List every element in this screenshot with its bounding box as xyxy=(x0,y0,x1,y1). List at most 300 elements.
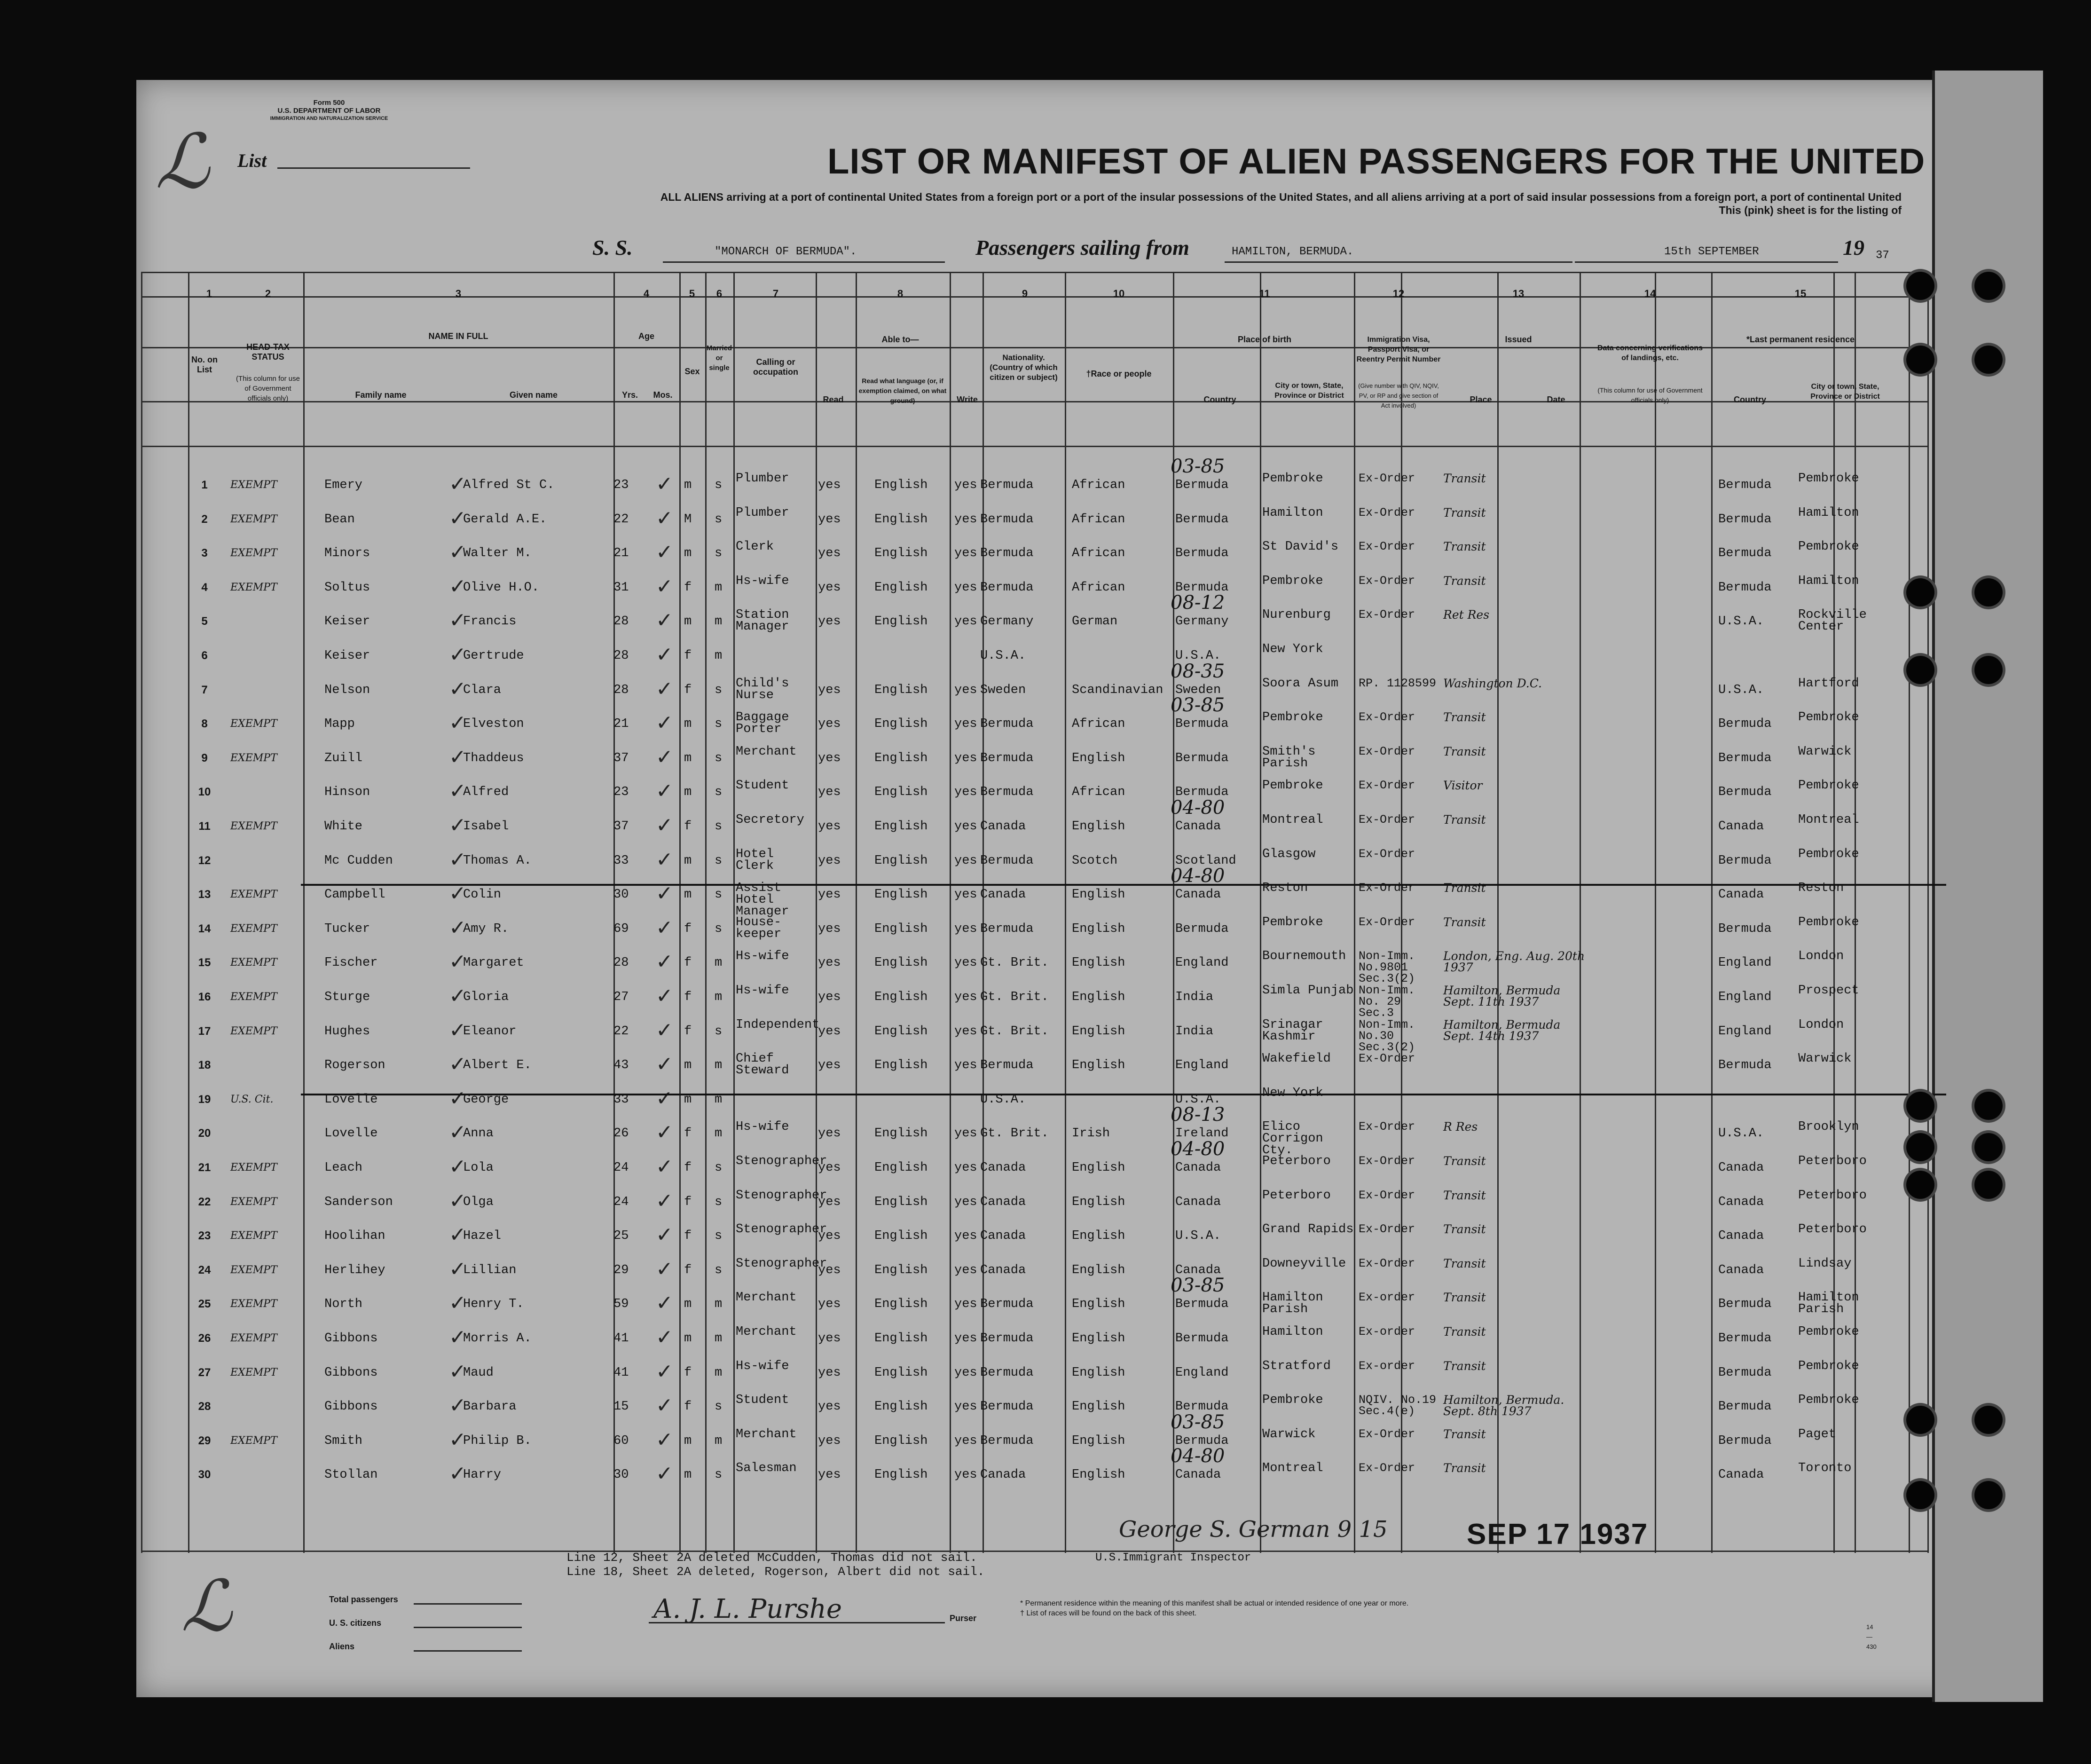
residence-country: Bermuda xyxy=(1718,1400,1772,1414)
sex: f xyxy=(684,1126,692,1141)
birth-country: England xyxy=(1175,1365,1229,1380)
race: African xyxy=(1072,717,1125,732)
read-language: English xyxy=(874,921,928,936)
occupation: Merchant xyxy=(736,1325,797,1339)
residence-country: Bermuda xyxy=(1718,853,1772,868)
family-name: Tucker xyxy=(324,921,370,936)
can-write: yes xyxy=(954,888,977,902)
birth-country: Ireland xyxy=(1175,1126,1229,1141)
birth-country: Sweden xyxy=(1175,683,1221,697)
form-label xyxy=(235,99,423,123)
read-language: English xyxy=(874,956,928,970)
marital-status: s xyxy=(715,1161,723,1175)
race: English xyxy=(1072,1365,1125,1380)
line-number: 16 xyxy=(198,991,211,1003)
can-read: yes xyxy=(818,512,841,527)
race: African xyxy=(1072,785,1125,800)
family-name: Fischer xyxy=(324,956,378,970)
residence-country: Canada xyxy=(1718,1195,1764,1209)
nationality: Bermuda xyxy=(980,1058,1034,1073)
nationality: Germany xyxy=(980,614,1034,629)
header-verifications: Data concerning verifications of landings, etc. xyxy=(1597,344,1703,362)
check-mark-name: ✓ xyxy=(449,472,466,496)
residence-country: Canada xyxy=(1718,1161,1764,1175)
birth-city: Pembroke xyxy=(1262,1393,1323,1408)
instruction-line-1: ALL ALIENS arriving at a port of continental United States from a foreign port or a port of the insular possessions of the United States, and all aliens arriving at a port of said insular possessions from a foreign port, a port of continental United xyxy=(660,191,1902,203)
handwritten-code: 03-85 xyxy=(1171,456,1225,477)
nationality: Bermuda xyxy=(980,546,1034,561)
can-write: yes xyxy=(954,751,977,765)
can-write: yes xyxy=(954,819,977,834)
birth-country: Bermuda xyxy=(1175,1297,1229,1312)
binding-hole xyxy=(1906,1406,1934,1434)
residence-city: Pembroke xyxy=(1798,472,1859,486)
binding-hole xyxy=(1974,578,2003,606)
can-write: yes xyxy=(954,785,977,800)
sex: m xyxy=(684,1331,692,1346)
binding-hole xyxy=(1906,656,1934,684)
marital-status: m xyxy=(715,1365,723,1380)
nationality: Bermuda xyxy=(980,478,1034,492)
sex: f xyxy=(684,1365,692,1380)
visa-number: Ex-Order xyxy=(1359,1256,1415,1270)
nationality: Canada xyxy=(980,1468,1026,1482)
occupation: Baggage Porter xyxy=(736,710,789,737)
can-write: yes xyxy=(954,1161,977,1175)
can-read: yes xyxy=(818,1400,841,1414)
line-number: 12 xyxy=(198,854,211,867)
residence-city: Pembroke xyxy=(1798,1359,1859,1373)
read-language: English xyxy=(874,1433,928,1448)
age-years: 41 xyxy=(613,1365,629,1380)
header-yrs: Yrs. xyxy=(621,390,638,400)
residence-country: Bermuda xyxy=(1718,512,1772,527)
nationality: Canada xyxy=(980,1161,1026,1175)
can-write: yes xyxy=(954,717,977,732)
birth-city: Montreal xyxy=(1262,1461,1323,1476)
age-years: 21 xyxy=(613,546,629,561)
instruction-line-2: This (pink) sheet is for the listing of xyxy=(1719,204,1902,216)
can-write: yes xyxy=(954,1263,977,1277)
visa-number: Ex-Order xyxy=(1359,505,1415,520)
can-write: yes xyxy=(954,1126,977,1141)
header-given-name: Given name xyxy=(509,390,558,400)
read-language: English xyxy=(874,1126,928,1141)
given-name: Alfred St C. xyxy=(463,478,555,492)
birth-country: Bermuda xyxy=(1175,546,1229,561)
header-mos: Mos. xyxy=(653,390,673,400)
occupation: Stenographer xyxy=(736,1256,827,1271)
age-years: 28 xyxy=(613,683,629,697)
occupation: Hs-wife xyxy=(736,949,789,964)
residence-city: Pembroke xyxy=(1798,847,1859,861)
nationality: Bermuda xyxy=(980,751,1034,765)
visa-number: NQIV. No.19 Sec.4(e) xyxy=(1359,1393,1437,1418)
header-nationality: Nationality. (Country of which citizen or subject) xyxy=(990,353,1058,382)
race: African xyxy=(1072,478,1125,492)
read-language: English xyxy=(874,1400,928,1414)
given-name: Harry xyxy=(463,1468,502,1482)
residence-country: Canada xyxy=(1718,1229,1764,1244)
given-name: Colin xyxy=(463,888,502,902)
occupation: Merchant xyxy=(736,1427,797,1441)
family-name: Mc Cudden xyxy=(324,853,393,868)
form-code: 14—430 xyxy=(1866,1623,1877,1650)
visa-number: RP. 1128599 xyxy=(1359,676,1437,690)
marital-status: s xyxy=(715,683,723,697)
occupation: Assist Hotel Manager xyxy=(736,881,789,919)
footnote-residence: * Permanent residence within the meaning of this manifest shall be actual or intended residence of one year or more. xyxy=(1020,1599,1409,1607)
read-language: English xyxy=(874,512,928,527)
residence-city: Montreal xyxy=(1798,813,1859,827)
marital-status: s xyxy=(715,546,723,561)
head-tax-status: EXEMPT xyxy=(230,889,277,901)
sex: m xyxy=(684,1468,692,1482)
check-mark-name: ✓ xyxy=(449,1427,466,1452)
marital-status: s xyxy=(715,1263,723,1277)
visa-number: Ex-Order xyxy=(1359,915,1415,929)
line-number: 23 xyxy=(198,1229,211,1243)
birth-city: Smith's Parish xyxy=(1262,744,1316,771)
can-read: yes xyxy=(818,819,841,834)
column-number: 14 xyxy=(1644,288,1656,299)
occupation: Stenographer xyxy=(736,1188,827,1203)
marital-status: s xyxy=(715,785,723,800)
residence-city: Warwick xyxy=(1798,744,1852,759)
birth-city: Nurenburg xyxy=(1262,608,1331,622)
can-write: yes xyxy=(954,853,977,868)
race: English xyxy=(1072,1297,1125,1312)
head-tax-status: EXEMPT xyxy=(230,922,277,935)
occupation: Merchant xyxy=(736,1291,797,1305)
binding-hole xyxy=(1906,1481,1934,1509)
column-number: 6 xyxy=(716,288,723,299)
check-mark-name: ✓ xyxy=(449,1462,466,1486)
issued-place: Transit xyxy=(1443,915,1486,929)
family-name: Hoolihan xyxy=(324,1229,385,1244)
nationality: Gt. Brit. xyxy=(980,956,1049,970)
age-years: 29 xyxy=(613,1263,629,1277)
sex: m xyxy=(684,1297,692,1312)
nationality: U.S.A. xyxy=(980,1092,1026,1107)
read-language: English xyxy=(874,1263,928,1277)
binding-hole xyxy=(1974,272,2003,300)
given-name: Eleanor xyxy=(463,1024,517,1039)
line-number: 5 xyxy=(201,615,208,628)
birth-city: Wakefield xyxy=(1262,1052,1331,1066)
issued-place: Hamilton, Bermuda Sept. 11th 1937 xyxy=(1443,984,1561,1008)
visa-number: Ex-order xyxy=(1359,1291,1415,1305)
handwritten-code: 04-80 xyxy=(1171,865,1225,887)
check-mark-age: ✓ xyxy=(656,1257,673,1281)
occupation: House-keeper xyxy=(736,915,782,941)
birth-city: New York xyxy=(1262,642,1323,656)
grid-line-vertical xyxy=(1354,272,1355,1553)
visa-number: Ex-Order xyxy=(1359,1222,1415,1236)
head-tax-status: EXEMPT xyxy=(230,1332,277,1344)
race: African xyxy=(1072,546,1125,561)
family-name: Herlihey xyxy=(324,1263,385,1277)
read-language: English xyxy=(874,990,928,1004)
check-mark-name: ✓ xyxy=(449,1120,466,1145)
line-number: 3 xyxy=(201,547,208,560)
race: English xyxy=(1072,990,1125,1004)
handwritten-code: 03-85 xyxy=(1171,1275,1225,1297)
line-number: 4 xyxy=(201,581,208,594)
race: Scotch xyxy=(1072,853,1118,868)
nationality: Bermuda xyxy=(980,785,1034,800)
instructions xyxy=(491,190,1902,217)
binding-hole xyxy=(1974,656,2003,684)
read-language: English xyxy=(874,580,928,595)
header-name-in-full: NAME IN FULL xyxy=(428,331,488,341)
issued-place: Transit xyxy=(1443,881,1486,895)
sex: M xyxy=(684,512,692,527)
sex: m xyxy=(684,785,692,800)
residence-city: Peterboro xyxy=(1798,1188,1867,1203)
check-mark-age: ✓ xyxy=(656,472,673,496)
visa-number: Non-Imm. No.9801 Sec.3(2) xyxy=(1359,949,1415,986)
residence-city: Hamilton xyxy=(1798,574,1859,588)
family-name: Zuill xyxy=(324,751,363,765)
can-write: yes xyxy=(954,1058,977,1073)
birth-city: Pembroke xyxy=(1262,710,1323,725)
line-number: 11 xyxy=(198,820,211,833)
family-name: Leach xyxy=(324,1161,363,1175)
visa-number: Ex-Order xyxy=(1359,813,1415,827)
port-name: HAMILTON, BERMUDA. xyxy=(1232,245,1354,258)
handwritten-code: 03-85 xyxy=(1171,1411,1225,1433)
check-mark-age: ✓ xyxy=(656,1018,673,1042)
visa-number: Ex-Order xyxy=(1359,881,1415,895)
can-read: yes xyxy=(818,751,841,765)
birth-country: Canada xyxy=(1175,1161,1221,1175)
check-mark-name: ✓ xyxy=(449,1325,466,1349)
sailing-date: 15th SEPTEMBER xyxy=(1664,245,1759,258)
column-number: 15 xyxy=(1794,288,1807,299)
can-write: yes xyxy=(954,956,977,970)
line-number: 26 xyxy=(198,1332,211,1345)
binding-hole xyxy=(1906,1171,1934,1199)
head-tax-status: EXEMPT xyxy=(230,752,277,764)
occupation: Secretory xyxy=(736,813,804,827)
check-mark-name: ✓ xyxy=(449,677,466,701)
birth-city: Simla Punjab xyxy=(1262,984,1354,998)
marital-status: s xyxy=(715,819,723,834)
family-name: Stollan xyxy=(324,1468,378,1482)
check-mark-age: ✓ xyxy=(656,711,673,735)
grid-line-vertical xyxy=(613,272,615,1553)
birth-country: Canada xyxy=(1175,1263,1221,1277)
can-write: yes xyxy=(954,1195,977,1209)
birth-country: U.S.A. xyxy=(1175,1092,1221,1107)
check-mark-name: ✓ xyxy=(449,540,466,565)
birth-city: Peterboro xyxy=(1262,1188,1331,1203)
birth-city: Stratford xyxy=(1262,1359,1331,1373)
residence-city: Pembroke xyxy=(1798,710,1859,725)
can-write: yes xyxy=(954,1468,977,1482)
check-mark-age: ✓ xyxy=(656,1291,673,1315)
residence-country: Bermuda xyxy=(1718,717,1772,732)
age-years: 69 xyxy=(613,921,629,936)
birth-country: Bermuda xyxy=(1175,580,1229,595)
age-years: 28 xyxy=(613,614,629,629)
issued-place: Transit xyxy=(1443,710,1486,724)
birth-city: Elico Corrigon Cty. xyxy=(1262,1120,1323,1158)
nationality: Canada xyxy=(980,1229,1026,1244)
birth-city: Reston xyxy=(1262,881,1308,896)
check-mark-name: ✓ xyxy=(449,608,466,633)
marital-status: s xyxy=(715,1195,723,1209)
check-mark-age: ✓ xyxy=(656,677,673,701)
can-read: yes xyxy=(818,853,841,868)
given-name: Thaddeus xyxy=(463,751,524,765)
sex: f xyxy=(684,649,692,663)
line-number: 21 xyxy=(198,1161,211,1174)
residence-country: Bermuda xyxy=(1718,1297,1772,1312)
race: English xyxy=(1072,888,1125,902)
can-read: yes xyxy=(818,1297,841,1312)
birth-country: Bermuda xyxy=(1175,1433,1229,1448)
visa-number: Ex-Order xyxy=(1359,744,1415,758)
check-mark-age: ✓ xyxy=(656,915,673,940)
residence-country: England xyxy=(1718,956,1772,970)
page-title: LIST OR MANIFEST OF ALIEN PASSENGERS FOR THE UNITED xyxy=(827,142,1926,181)
head-tax-status: EXEMPT xyxy=(230,957,277,969)
birth-country: Germany xyxy=(1175,614,1229,629)
race: English xyxy=(1072,751,1125,765)
binding-hole xyxy=(1906,1092,1934,1120)
residence-country: Bermuda xyxy=(1718,580,1772,595)
check-mark-name: ✓ xyxy=(449,1359,466,1384)
family-name: Nelson xyxy=(324,683,370,697)
can-write: yes xyxy=(954,990,977,1004)
issued-place: Transit xyxy=(1443,505,1486,520)
check-mark-name: ✓ xyxy=(449,643,466,667)
marital-status: m xyxy=(715,956,723,970)
header-issued-date: Date xyxy=(1547,395,1565,404)
sex: m xyxy=(684,888,692,902)
line-number: 25 xyxy=(198,1298,211,1311)
family-name: Emery xyxy=(324,478,363,492)
header-birth-city: City or town, State, Province or District xyxy=(1274,382,1344,400)
sex: m xyxy=(684,478,692,492)
can-write: yes xyxy=(954,512,977,527)
column-number: 9 xyxy=(1022,288,1028,299)
given-name: Barbara xyxy=(463,1400,517,1414)
issued-place: Transit xyxy=(1443,472,1486,485)
sex: m xyxy=(684,1058,692,1073)
given-name: Philip B. xyxy=(463,1433,532,1448)
can-write: yes xyxy=(954,1229,977,1244)
race: English xyxy=(1072,819,1125,834)
check-mark-age: ✓ xyxy=(656,1394,673,1418)
nationality: U.S.A. xyxy=(980,649,1026,663)
residence-country: U.S.A. xyxy=(1718,1126,1764,1141)
residence-city: Lindsay xyxy=(1798,1256,1852,1271)
line-number: 24 xyxy=(198,1263,211,1276)
vessel-line xyxy=(564,235,1951,268)
us-citizens-label: U. S. citizens xyxy=(329,1618,382,1628)
birth-city: Hamilton Parish xyxy=(1262,1291,1323,1317)
binding-hole xyxy=(1974,1406,2003,1434)
given-name: Lola xyxy=(463,1161,494,1175)
birth-country: Scotland xyxy=(1175,853,1236,868)
visa-number: Ex-Order xyxy=(1359,608,1415,622)
family-name: Gibbons xyxy=(324,1331,378,1346)
sex: m xyxy=(684,546,692,561)
ship-name: "MONARCH OF BERMUDA". xyxy=(715,245,857,258)
head-tax-status: EXEMPT xyxy=(230,718,277,730)
sex: f xyxy=(684,1024,692,1039)
residence-city: London xyxy=(1798,1017,1844,1032)
check-mark-age: ✓ xyxy=(656,540,673,565)
family-name: North xyxy=(324,1297,363,1312)
form-number: Form 500 xyxy=(313,99,345,107)
binding-hole xyxy=(1974,1133,2003,1161)
list-label: List xyxy=(237,150,267,171)
ship-line xyxy=(663,261,945,263)
sex: f xyxy=(684,1195,692,1209)
residence-city: Peterboro xyxy=(1798,1222,1867,1237)
residence-country: Canada xyxy=(1718,1468,1764,1482)
read-language: English xyxy=(874,1195,928,1209)
given-name: Morris A. xyxy=(463,1331,532,1346)
nationality: Gt. Brit. xyxy=(980,1126,1049,1141)
marital-status: m xyxy=(715,990,723,1004)
grid-line-vertical xyxy=(188,272,189,1553)
line-number: 22 xyxy=(198,1195,211,1208)
occupation: Student xyxy=(736,779,789,793)
grid-line-vertical xyxy=(1927,272,1929,1553)
binding-hole xyxy=(1974,1092,2003,1120)
issued-place: Ret Res xyxy=(1443,608,1490,622)
check-mark-name: ✓ xyxy=(449,950,466,974)
handwritten-mark-bottom-left: ℒ xyxy=(181,1566,232,1647)
binding-hole xyxy=(1974,1171,2003,1199)
occupation: Hs-wife xyxy=(736,574,789,588)
visa-number: Ex-Order xyxy=(1359,1120,1415,1134)
age-years: 26 xyxy=(613,1126,629,1141)
sex: m xyxy=(684,614,692,629)
read-language: English xyxy=(874,853,928,868)
issued-place: Washington D.C. xyxy=(1443,676,1542,690)
marital-status: m xyxy=(715,1126,723,1141)
head-tax-status: U.S. Cit. xyxy=(230,1093,274,1105)
marital-status: s xyxy=(715,478,723,492)
can-read: yes xyxy=(818,580,841,595)
check-mark-age: ✓ xyxy=(656,506,673,530)
header-race: †Race or people xyxy=(1086,369,1152,378)
birth-country: India xyxy=(1175,990,1214,1004)
check-mark-age: ✓ xyxy=(656,1155,673,1179)
birth-country: Bermuda xyxy=(1175,751,1229,765)
nationality: Bermuda xyxy=(980,921,1034,936)
check-mark-name: ✓ xyxy=(449,1394,466,1418)
age-years: 28 xyxy=(613,956,629,970)
check-mark-age: ✓ xyxy=(656,847,673,872)
residence-city: Rockville Center xyxy=(1798,608,1867,634)
issued-place: Transit xyxy=(1443,1222,1486,1236)
issued-place: Visitor xyxy=(1443,779,1483,793)
column-number: 7 xyxy=(772,288,779,299)
can-read: yes xyxy=(818,1229,841,1244)
birth-country: U.S.A. xyxy=(1175,649,1221,663)
binding-hole xyxy=(1906,1133,1934,1161)
check-mark-name: ✓ xyxy=(449,745,466,769)
issued-place: Transit xyxy=(1443,1325,1486,1339)
handwritten-code: 04-80 xyxy=(1171,1138,1225,1160)
